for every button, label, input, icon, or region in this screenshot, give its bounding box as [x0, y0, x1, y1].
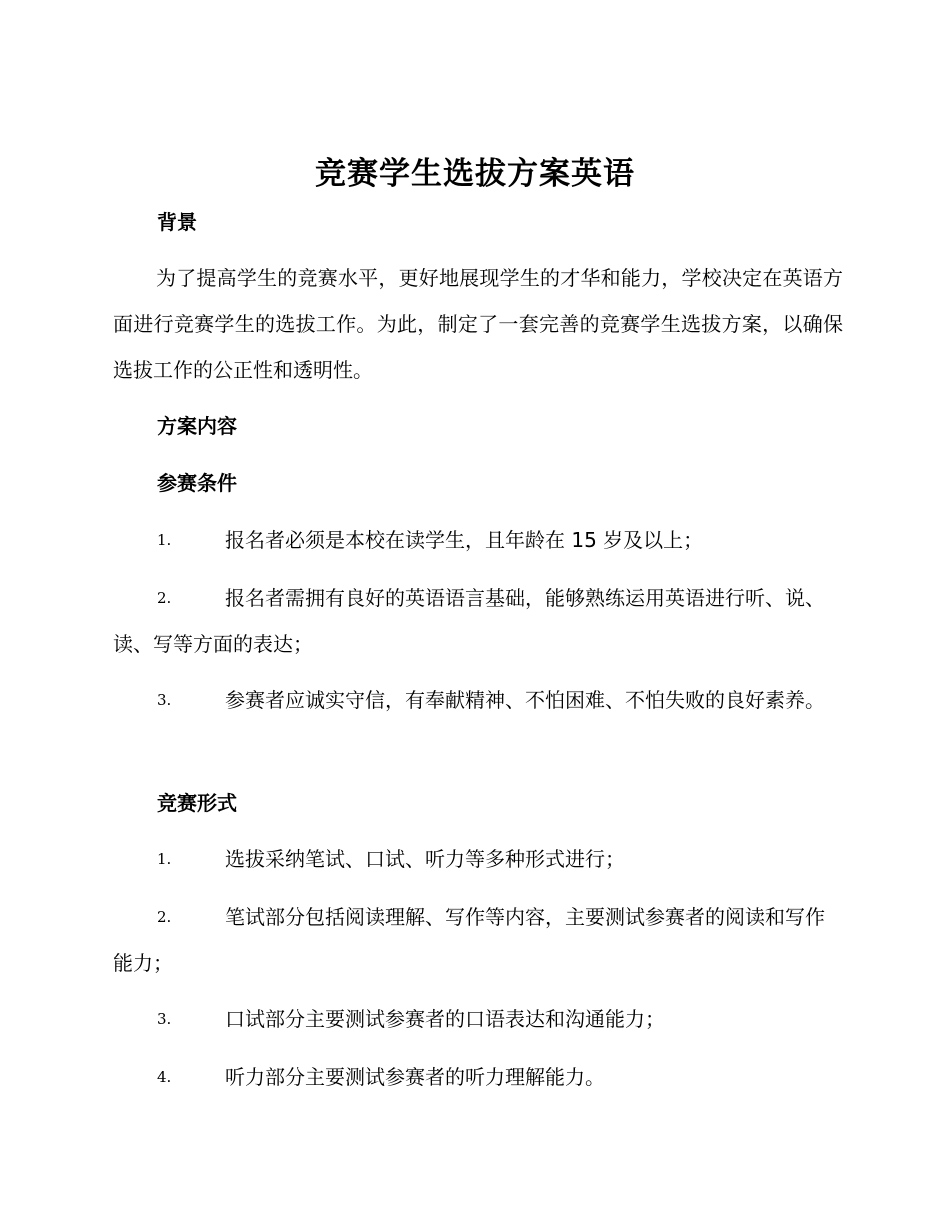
list-item-number: 3.: [157, 1010, 172, 1028]
list-item: [113, 517, 843, 563]
paragraph-background: 为了提高学生的竞赛水平，更好地展现学生的才华和能力，学校决定在英语方面进行竞赛学生的选拔工作。为此，制定了一套完善的竞赛学生选拔方案，以确保选拔工作的公正性和透明性。: [113, 266, 843, 382]
list-item-number: 3.: [157, 691, 172, 709]
list-item-text: 口试部分主要测试参赛者的口语表达和沟通能力；: [225, 1007, 665, 1031]
list-item-text: 报名者必须是本校在读学生，且年龄在 15 岁及以上；: [225, 528, 704, 552]
heading-conditions: 参赛条件: [157, 471, 237, 495]
list-item-text: 参赛者应诚实守信，有奉献精神、不怕困难、不怕失败的良好素养。: [225, 688, 825, 712]
list-item-number: 2.: [157, 589, 172, 607]
heading-background: 背景: [157, 210, 197, 234]
list-item-number: 1.: [157, 531, 172, 549]
list-item: [113, 575, 843, 667]
list-item-number: 2.: [157, 908, 172, 926]
page-title: 竞赛学生选拔方案英语: [315, 156, 635, 192]
list-item: [113, 996, 843, 1042]
list-item-number: 1.: [157, 850, 172, 868]
list-item-text: 笔试部分包括阅读理解、写作等内容，主要测试参赛者的阅读和写作能力；: [113, 905, 825, 975]
heading-plan-content: 方案内容: [157, 414, 237, 438]
list-item-number: 4.: [157, 1068, 172, 1086]
list-item-text: 选拔采纳笔试、口试、听力等多种形式进行；: [225, 847, 625, 871]
list-item: [113, 894, 843, 986]
list-item: [113, 677, 843, 723]
list-item: [113, 836, 843, 882]
list-item-text: 报名者需拥有良好的英语语言基础，能够熟练运用英语进行听、说、读、写等方面的表达；: [113, 586, 825, 656]
heading-format: 竞赛形式: [157, 791, 237, 815]
list-item: [113, 1054, 843, 1100]
list-item-text: 听力部分主要测试参赛者的听力理解能力。: [225, 1065, 605, 1089]
